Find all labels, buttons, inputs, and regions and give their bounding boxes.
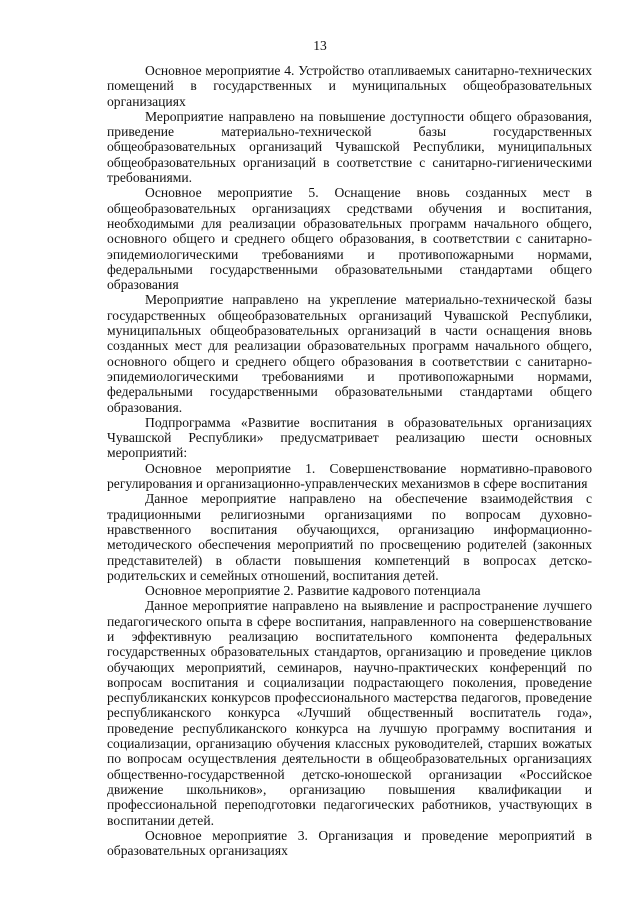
paragraph-subprogram-intro: Подпрограмма «Развитие воспитания в образовательных организациях Чувашской Республики» предусматривает реализацию шести основных мероприятий: bbox=[107, 414, 592, 461]
paragraph-activity-1-description: Данное мероприятие направлено на обеспечение взаимодействия с традиционными религиозными организациями по вопросам духовно-нравственного воспитания обучающихся, организацию информационно-методического обеспечения мероприятий по просвещению родителей (законных представителей) в области повышения компетенций в вопросах детско-родительских и семейных отношений, воспитания детей. bbox=[107, 491, 592, 583]
paragraph-main-activity-1: Основное мероприятие 1. Совершенствование нормативно-правового регулирования и организационно-управленческих механизмов в сфере воспитания bbox=[107, 460, 592, 492]
paragraph-activity-2-description: Данное мероприятие направлено на выявление и распространение лучшего педагогического опыта в сфере воспитания, направленного на совершенствование и эффективную реализацию воспитательного компонента федеральных государственных образовательных стандартов, организацию и проведение циклов обучающих мероприятий, семинаров, научно-практических конференций по вопросам воспитания и социализации подрастающего поколения, проведение республиканских конкурсов профессионального мастерства педагогов, проведение республиканского конкурса «Лучший общественный воспитатель года», проведение республиканского конкурса на лучшую программу воспитания и социализации, организацию обучения классных руководителей, старших вожатых по вопросам осуществления деятельности в общеобразовательных организациях общественно-государственной детско-юношеской организации «Российское движение школьников», организацию повышения квалификации и профессиональной переподготовки педагогических работников, участвующих в воспитании детей. bbox=[107, 598, 592, 828]
paragraph-main-activity-2: Основное мероприятие 2. Развитие кадрового потенциала bbox=[145, 583, 481, 599]
paragraph-main-activity-5: Основное мероприятие 5. Оснащение вновь созданных мест в общеобразовательных организациях средствами обучения и воспитания, необходимыми для реализации образовательных программ начального общего, основного общего и среднего общего образования, в соответствии с санитарно-эпидемиологическими требованиями и противопожарными нормами, федеральными государственными образовательными стандартами общего образования bbox=[107, 185, 592, 293]
paragraph-activity-5-description: Мероприятие направлено на укрепление материально-технической базы государственных общеобразовательных организаций Чувашской Республики, муниципальных общеобразовательных организаций в части оснащения вновь созданных мест для реализации образовательных программ начального общего, основного общего и среднего общего образования в соответствии с санитарно-эпидемиологическими требованиями и противопожарными нормами, федеральными государственными образовательными стандартами общего образования. bbox=[107, 292, 592, 415]
paragraph-activity-4-description: Мероприятие направлено на повышение доступности общего образования, приведение материально-технической базы государственных общеобразовательных организаций Чувашской Республики, муниципальных общеобразовательных организаций в соответствие с санитарно-гигиеническими требованиями. bbox=[107, 108, 592, 186]
paragraph-main-activity-4: Основное мероприятие 4. Устройство отапливаемых санитарно-технических помещений в государственных и муниципальных общеобразовательных организациях bbox=[107, 63, 592, 109]
page-number: 13 bbox=[313, 38, 327, 53]
paragraph-main-activity-3: Основное мероприятие 3. Организация и проведение мероприятий в образовательных организациях bbox=[107, 827, 592, 859]
document-body bbox=[107, 63, 592, 858]
